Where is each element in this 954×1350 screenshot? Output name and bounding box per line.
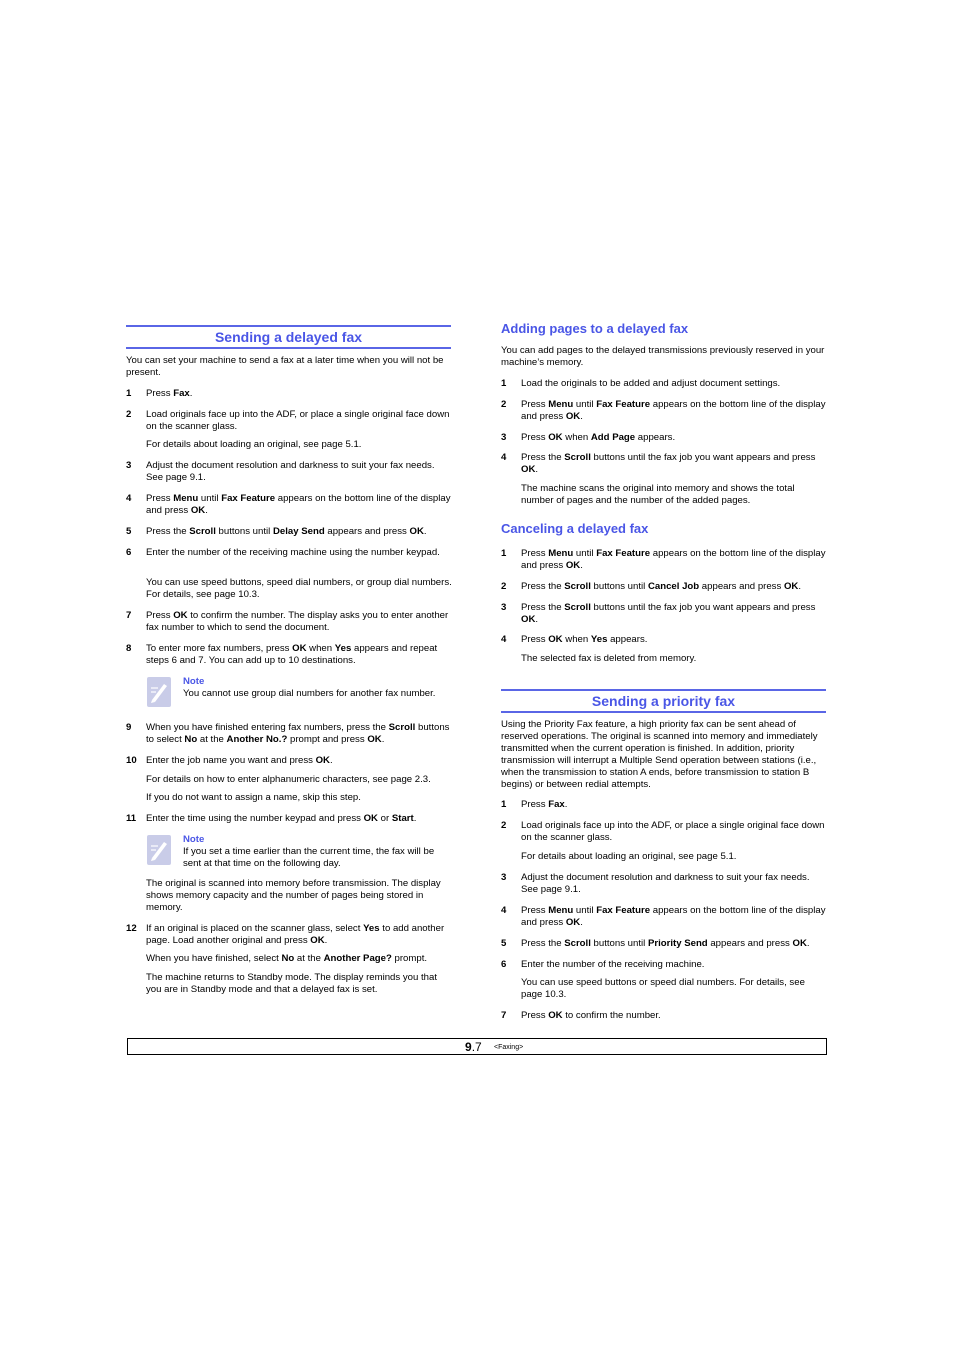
note-icon: [146, 834, 172, 866]
step-number: 8: [126, 643, 132, 654]
step-number: 4: [501, 905, 507, 916]
step-number: 2: [501, 399, 507, 410]
priority-intro: Using the Priority Fax feature, a high priority fax can be sent ahead of reserved operations. The original is scanned into memory and immediately transmitted when the current operation is finished. In addition, priority transmission will interrupt a Multiple Send operation between stations (i.e., when the transmission to station A ends, before transmission to station B begins) or between redial attempts.: [501, 719, 818, 790]
step-number: 3: [126, 460, 132, 471]
step-12-standby: The machine returns to Standby mode. The display reminds you that you are in Standby mode and that a delayed fax is set.: [146, 972, 437, 995]
step-number: 5: [501, 938, 507, 949]
step-number: 1: [501, 548, 507, 559]
step-number: 3: [501, 872, 507, 883]
step-number: 4: [501, 452, 507, 463]
add-step-4-detail: The machine scans the original into memory and shows the total number of pages and the number of the added pages.: [521, 483, 795, 506]
step-text: Adjust the document resolution and darkness to suit your fax needs. See page 9.1.: [146, 460, 435, 483]
step-number: 4: [126, 493, 132, 504]
section-title-sending-delayed-fax: Sending a delayed fax: [126, 325, 451, 349]
step-number: 12: [126, 923, 137, 934]
note-label: Note: [183, 676, 205, 687]
prio-step-6-detail: You can use speed buttons or speed dial numbers. For details, see page 10.3.: [521, 977, 805, 1000]
note-icon: [146, 676, 172, 708]
step-6-detail: You can use speed buttons, speed dial numbers, or group dial numbers. For details, see page 10.3.: [146, 577, 452, 600]
step-number: 1: [501, 378, 507, 389]
step-number: 2: [501, 581, 507, 592]
step-number: 7: [126, 610, 132, 621]
page-number: 9.7: [465, 1040, 482, 1054]
section-title-canceling: Canceling a delayed fax: [501, 521, 649, 536]
step-text: Load originals face up into the ADF, or place a single original face down on the scanner glass.: [521, 820, 825, 843]
prio-step-2-detail: For details about loading an original, see page 5.1.: [521, 851, 737, 862]
step-number: 7: [501, 1010, 507, 1021]
step-number: 3: [501, 602, 507, 613]
section-title-priority-fax: Sending a priority fax: [501, 689, 826, 713]
step-10-detail: For details on how to enter alphanumeric characters, see page 2.3.: [146, 774, 431, 785]
step-12-finish: When you have finished, select No at the Another Page? prompt.: [146, 953, 428, 964]
note-text: If you set a time earlier than the current time, the fax will be sent at that time on the following day.: [183, 846, 435, 869]
page-footer: [127, 1038, 827, 1055]
step-number: 5: [126, 526, 132, 537]
step-text: Load originals face up into the ADF, or place a single original face down on the scanner glass.: [146, 409, 450, 432]
step-number: 6: [501, 959, 507, 970]
chapter-name: <Faxing>: [494, 1044, 524, 1051]
step-text: Load the originals to be added and adjust document settings.: [521, 378, 781, 389]
step-11-detail: The original is scanned into memory before transmission. The display shows memory capacity and the number of pages being stored in memory.: [146, 878, 441, 913]
step-number: 1: [126, 388, 132, 399]
step-number: 2: [501, 820, 507, 831]
cancel-step-4-detail: The selected fax is deleted from memory.: [521, 653, 697, 664]
intro-paragraph: You can set your machine to send a fax at a later time when you will not be present.: [126, 355, 444, 378]
step-number: 4: [501, 634, 507, 645]
step-number: 10: [126, 755, 137, 766]
step-number: 1: [501, 799, 507, 810]
step-number: 6: [126, 547, 132, 558]
step-2-detail: For details about loading an original, see page 5.1.: [146, 439, 362, 450]
step-number: 3: [501, 432, 507, 443]
step-text: Enter the number of the receiving machine.: [521, 959, 705, 970]
step-number: 11: [126, 813, 137, 824]
step-10-skip: If you do not want to assign a name, skip this step.: [146, 792, 361, 803]
step-text: Enter the number of the receiving machine using the number keypad.: [146, 547, 440, 558]
step-number: 9: [126, 722, 132, 733]
note-text: You cannot use group dial numbers for another fax number.: [183, 688, 436, 699]
section-title-adding-pages: Adding pages to a delayed fax: [501, 321, 689, 336]
step-number: 2: [126, 409, 132, 420]
adding-intro: You can add pages to the delayed transmissions previously reserved in your machine’s memory.: [501, 345, 825, 368]
step-text: Adjust the document resolution and darkness to suit your fax needs. See page 9.1.: [521, 872, 810, 895]
note-label: Note: [183, 834, 205, 845]
